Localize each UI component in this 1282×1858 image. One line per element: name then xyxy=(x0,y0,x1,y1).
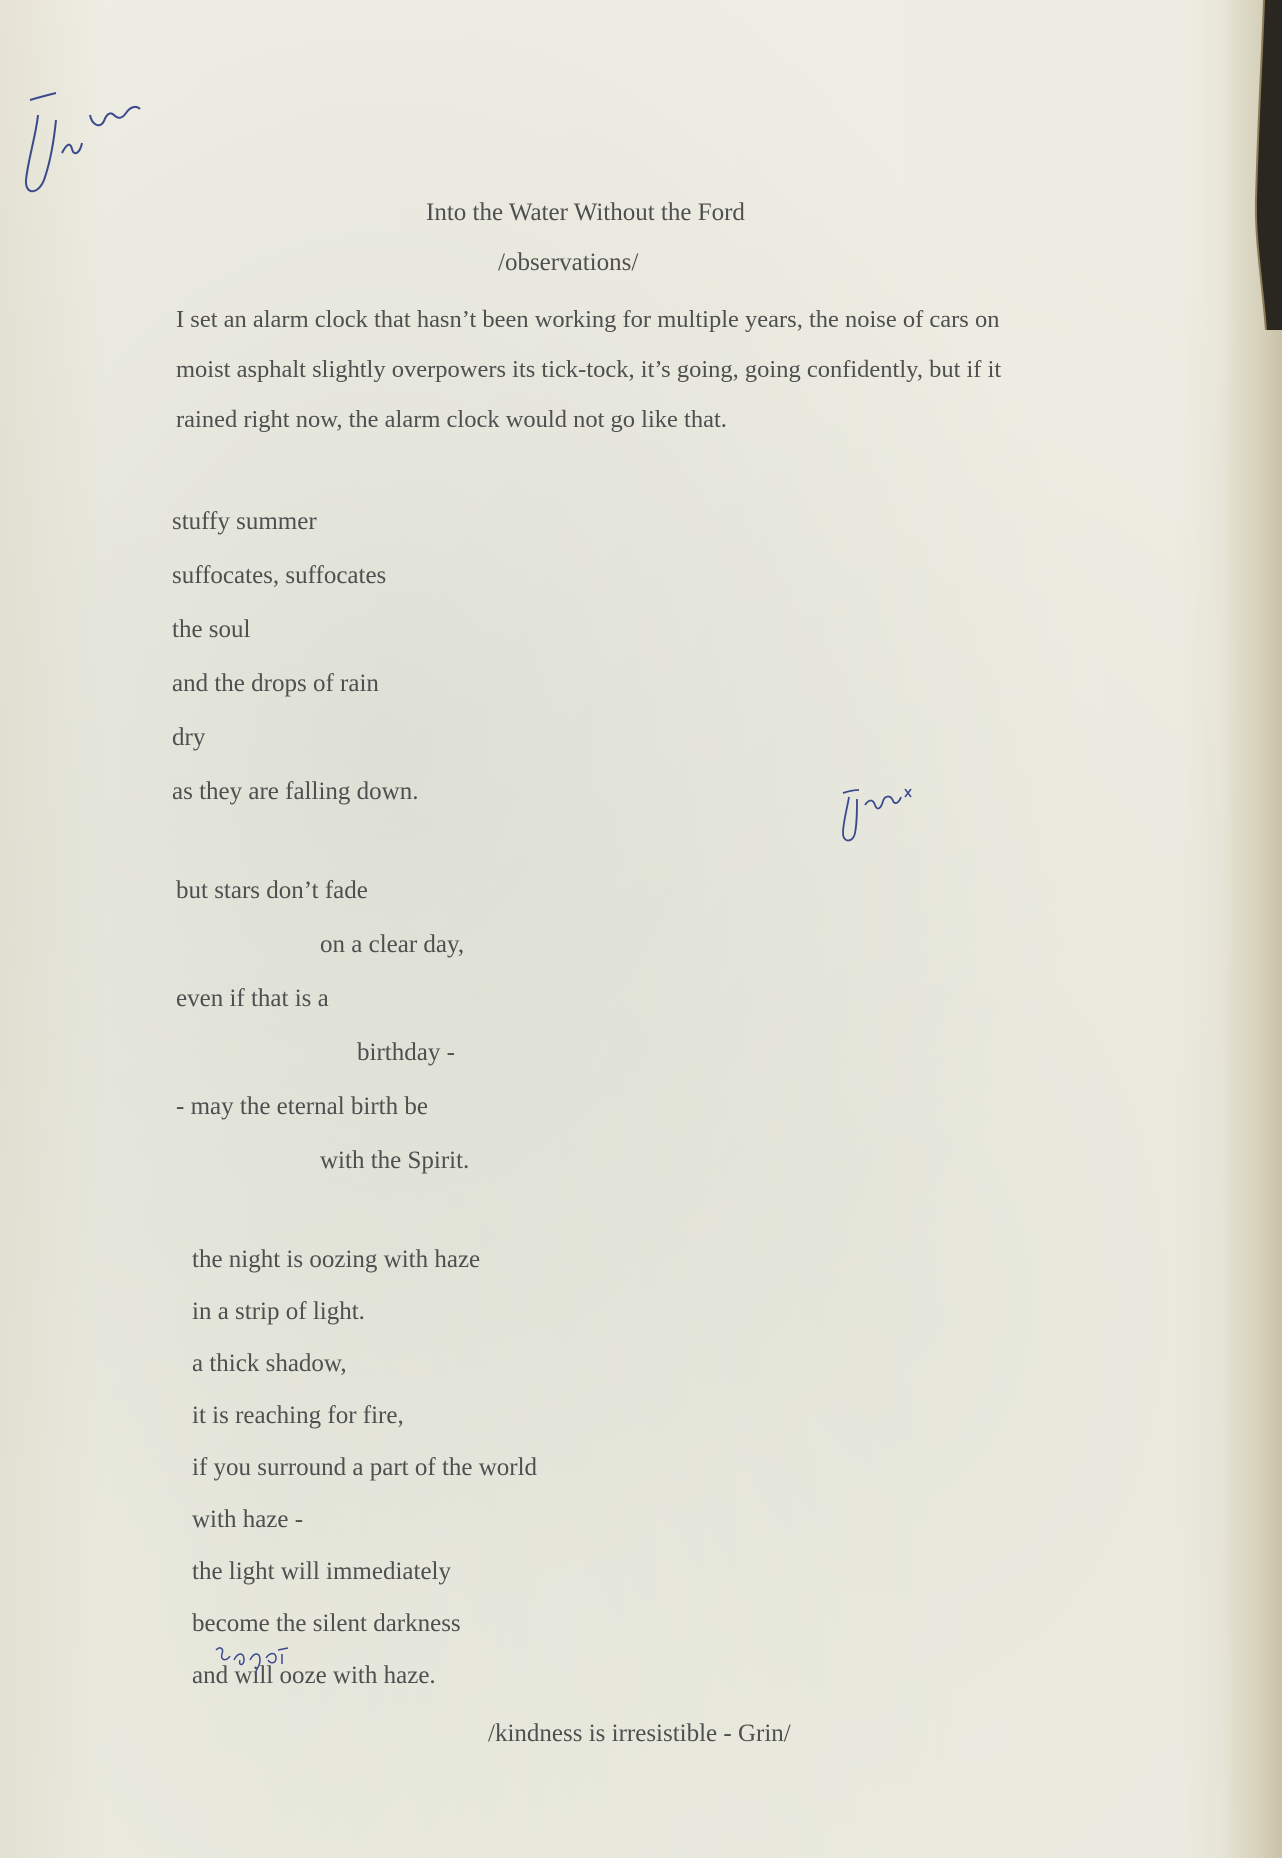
stanza2-line: even if that is a xyxy=(176,985,329,1012)
stanza3-line: the light will immediately xyxy=(192,1558,451,1585)
stanza2-line: but stars don’t fade xyxy=(176,877,368,904)
prose-line: rained right now, the alarm clock would not go like that. xyxy=(176,406,727,433)
stanza1-line: and the drops of rain xyxy=(172,670,379,697)
stanza3-line: in a strip of light. xyxy=(192,1298,365,1325)
stanza1-line: the soul xyxy=(172,616,251,643)
page-title: Into the Water Without the Ford xyxy=(426,199,745,226)
stanza1-line: dry xyxy=(172,724,206,751)
stanza3-line: become the silent darkness xyxy=(192,1610,461,1637)
stanza2-line: - may the eternal birth be xyxy=(176,1093,428,1120)
stanza3-line: a thick shadow, xyxy=(192,1350,347,1377)
stanza2-line: on a clear day, xyxy=(320,931,465,958)
prose-line: I set an alarm clock that hasn’t been working for multiple years, the noise of cars on xyxy=(176,306,1000,333)
stanza1-line: suffocates, suffocates xyxy=(172,562,387,589)
closing-line: /kindness is irresistible - Grin/ xyxy=(488,1720,791,1747)
page-subtitle: /observations/ xyxy=(498,249,639,276)
prose-line: moist asphalt slightly overpowers its tick-tock, it’s going, going confidently, but if it xyxy=(176,356,1002,383)
binding-tear xyxy=(1252,0,1282,330)
stanza1-line: as they are falling down. xyxy=(172,778,419,805)
stanza2-line: birthday - xyxy=(357,1039,455,1066)
stanza3-line: with haze - xyxy=(192,1506,304,1533)
handwritten-correction xyxy=(210,1640,300,1680)
stanza1-line: stuffy summer xyxy=(172,508,317,535)
stanza3-line: it is reaching for fire, xyxy=(192,1402,404,1429)
stanza3-line: if you surround a part of the world xyxy=(192,1454,538,1481)
stanza3-line: the night is oozing with haze xyxy=(192,1246,481,1273)
stanza2-line: with the Spirit. xyxy=(320,1147,470,1174)
top-left-signature xyxy=(10,45,150,205)
stanza3-line: and will ooze with haze. xyxy=(192,1662,436,1689)
middle-signature xyxy=(835,775,920,850)
